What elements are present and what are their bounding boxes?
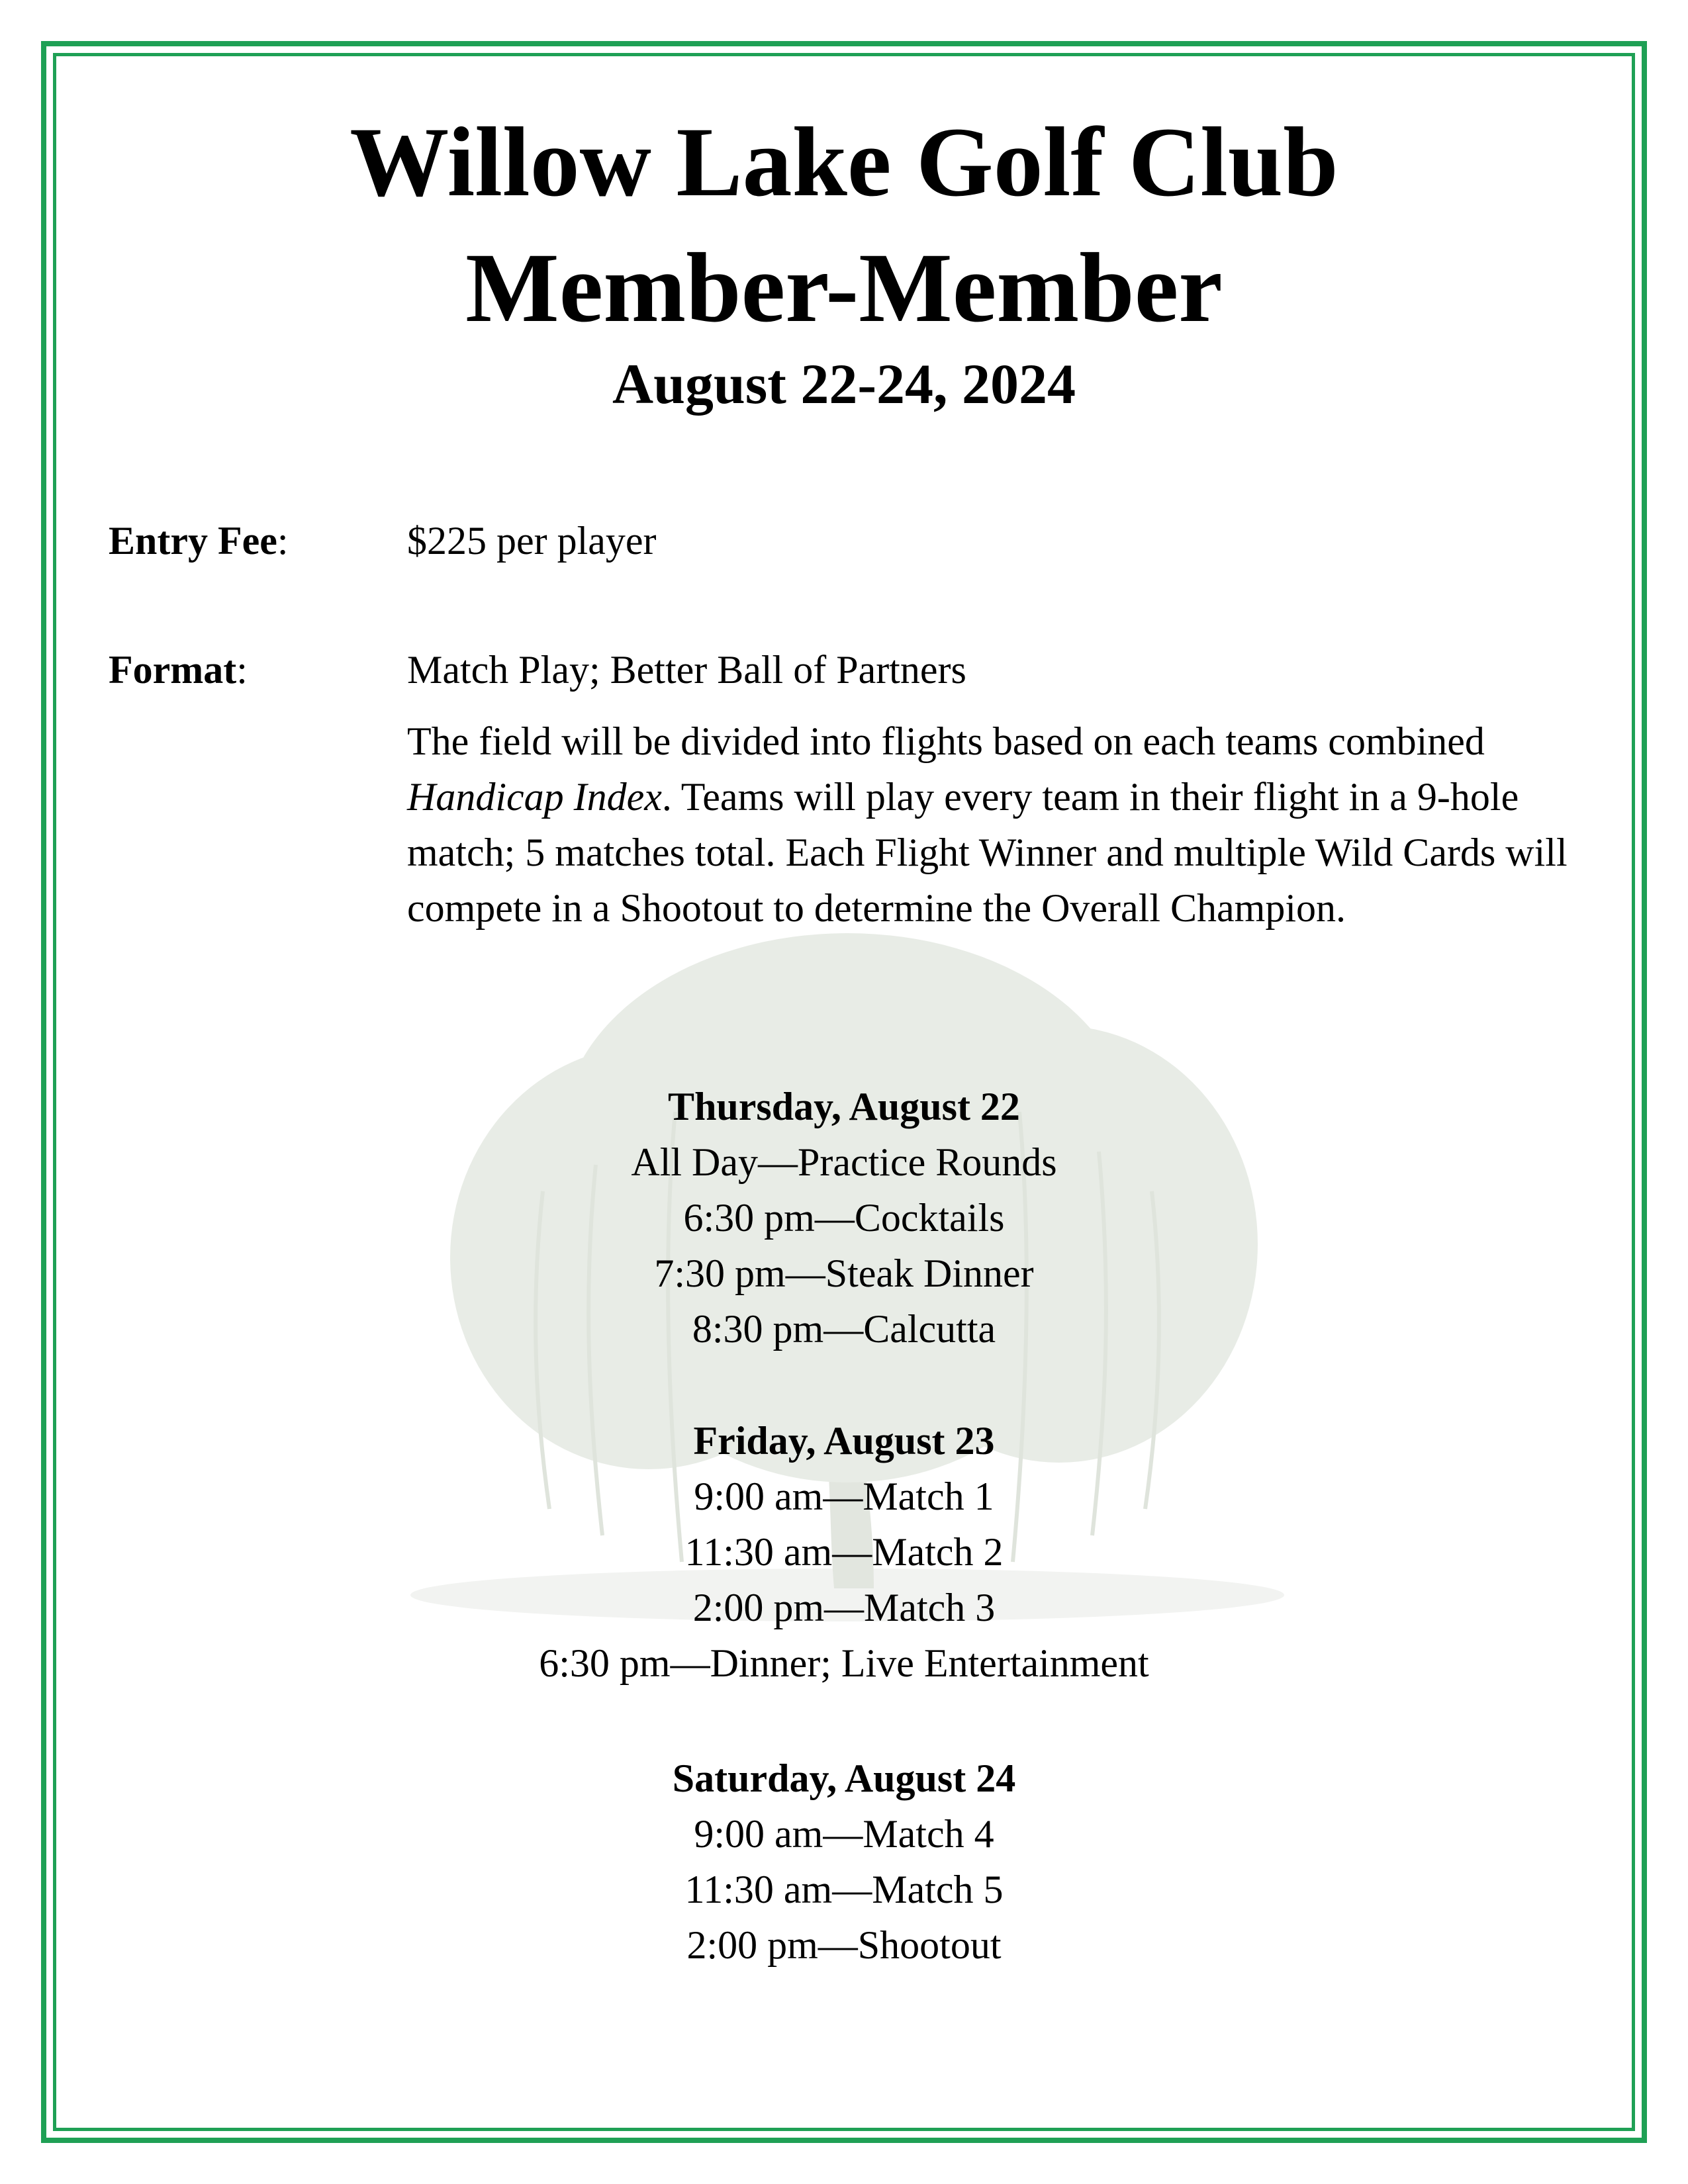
entry-fee-label-text: Entry Fee	[109, 519, 277, 563]
format-label-text: Format	[109, 648, 237, 692]
schedule-event: 6:30 pm—Cocktails	[683, 1196, 1005, 1240]
schedule-thursday	[0, 1079, 1688, 1357]
entry-fee-label	[109, 513, 289, 569]
schedule-event: 8:30 pm—Calcutta	[692, 1307, 996, 1351]
schedule-event: 2:00 pm—Shootout	[686, 1923, 1002, 1967]
club-title: Willow Lake Golf Club	[350, 107, 1338, 217]
event-dates: August 22-24, 2024	[612, 352, 1076, 416]
format-value: Match Play; Better Ball of Partners	[407, 648, 966, 692]
format-label	[109, 642, 248, 698]
schedule-event: 11:30 am—Match 2	[684, 1530, 1004, 1574]
description-text-2: . Teams will play every team in their flight in a 9-hole match; 5 matches total. Each Flight Winner and multiple Wild Cards will compete in a Shootout to determine the Overall Champion.	[407, 775, 1568, 930]
entry-fee-colon: :	[277, 519, 289, 563]
schedule-event: All Day—Practice Rounds	[631, 1140, 1057, 1184]
schedule-event: 7:30 pm—Steak Dinner	[654, 1251, 1034, 1295]
schedule-event: 9:00 am—Match 4	[694, 1812, 994, 1856]
schedule-day-title: Saturday, August 24	[672, 1756, 1016, 1800]
schedule-event: 2:00 pm—Match 3	[692, 1586, 996, 1629]
schedule-day-title: Friday, August 23	[693, 1419, 995, 1463]
schedule-day-title: Thursday, August 22	[668, 1085, 1020, 1128]
schedule-event: 11:30 am—Match 5	[684, 1868, 1004, 1911]
format-description	[407, 713, 1592, 936]
description-text-1: The field will be divided into flights based on each teams combined	[407, 719, 1485, 763]
description-handicap-index: Handicap Index	[407, 775, 662, 819]
schedule-event: 9:00 am—Match 1	[694, 1475, 994, 1518]
schedule-friday	[0, 1413, 1688, 1691]
schedule-saturday	[0, 1751, 1688, 1973]
event-title: Member-Member	[465, 233, 1223, 343]
format-colon: :	[236, 648, 248, 692]
entry-fee-value: $225 per player	[407, 519, 657, 563]
schedule-event: 6:30 pm—Dinner; Live Entertainment	[539, 1641, 1149, 1685]
